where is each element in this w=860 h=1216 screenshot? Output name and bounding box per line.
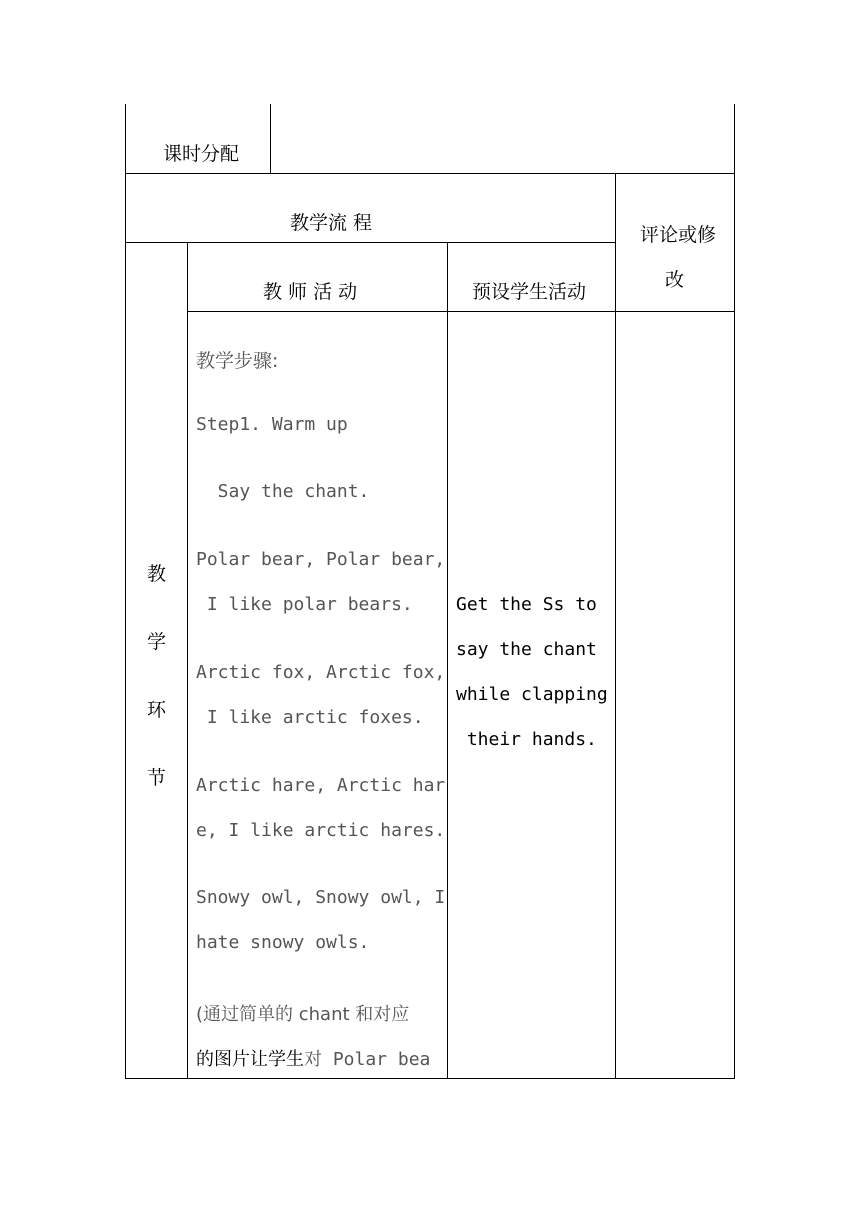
teacher-last-part1: 的图片让学生 (196, 1049, 304, 1070)
teacher-line: Arctic fox, Arctic fox, (196, 662, 446, 683)
teacher-activity-header: 教 师 活 动 (263, 281, 358, 303)
teacher-line: I like arctic foxes. (196, 707, 424, 728)
student-line: say the chant (456, 639, 597, 660)
teacher-line: (通过简单的 chant 和对应 (196, 1004, 410, 1025)
section-label-char: 节 (147, 767, 167, 789)
comment-header-line2: 改 (665, 269, 685, 291)
section-label-char: 学 (147, 631, 167, 653)
teacher-line: I like polar bears. (196, 594, 413, 615)
header-divider (270, 104, 271, 173)
teacher-line: Step1. Warm up (196, 414, 348, 435)
teaching-steps-heading: 教学步骤: (196, 350, 279, 372)
student-line: Get the Ss to (456, 594, 597, 615)
teacher-line: Say the chant. (196, 481, 370, 502)
table-border-bottom (125, 1078, 735, 1079)
teacher-line: e, I like arctic hares. (196, 820, 446, 841)
student-line: their hands. (456, 729, 597, 750)
teacher-line: Snowy owl, Snowy owl, I (196, 887, 446, 908)
comment-col-divider (615, 173, 616, 1079)
teacher-line-last (196, 1045, 430, 1071)
student-line: while clapping (456, 684, 608, 705)
table-border-right (734, 104, 735, 1079)
student-col-divider (447, 242, 448, 1079)
section-label-char: 环 (147, 699, 167, 721)
teacher-line: Polar bear, Polar bear, (196, 549, 446, 570)
teacher-last-part2: 对 Polar bea (304, 1049, 431, 1070)
table-border-left (125, 104, 126, 1079)
class-time-label: 课时分配 (163, 143, 240, 165)
teacher-line: hate snowy owls. (196, 932, 370, 953)
row-divider-3 (187, 311, 735, 312)
teacher-line: Arctic hare, Arctic har (196, 775, 446, 796)
student-activity-header: 预设学生活动 (472, 281, 587, 303)
row-divider-1 (125, 173, 735, 174)
comment-header-line1: 评论或修 (640, 224, 717, 246)
row-divider-2 (125, 242, 615, 243)
section-label-char: 教 (147, 563, 167, 585)
process-title: 教学流 程 (290, 212, 373, 234)
section-col-divider (187, 242, 188, 1079)
